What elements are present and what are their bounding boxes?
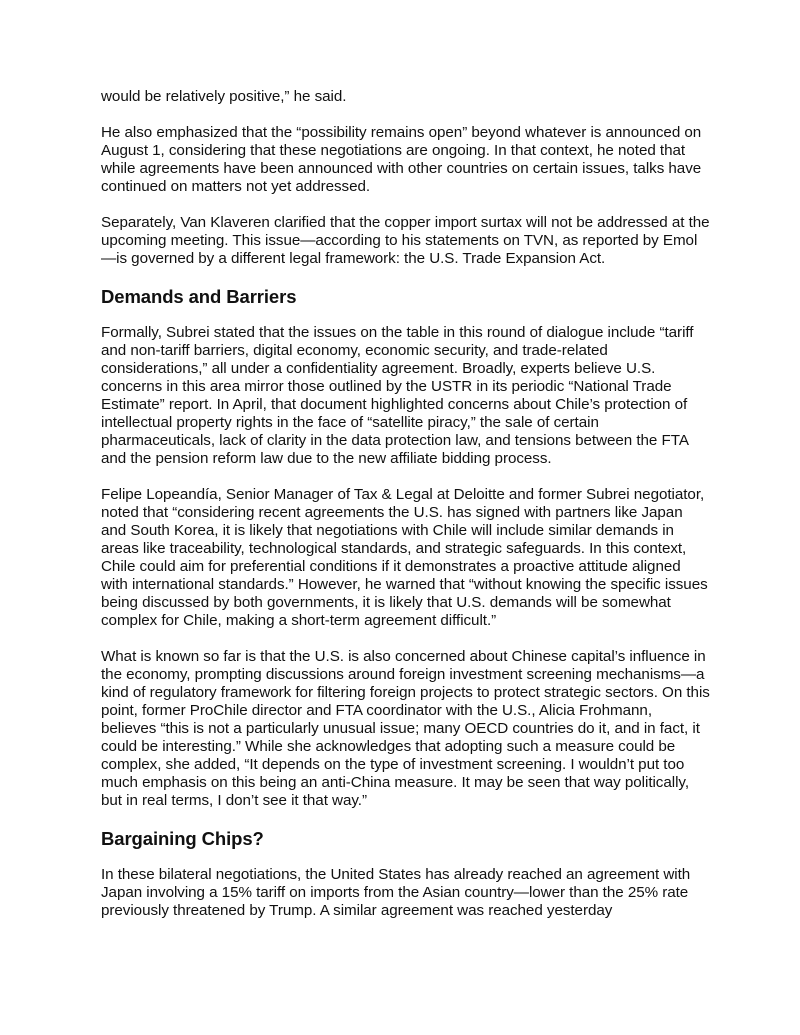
paragraph-possibility-open: He also emphasized that the “possibility remains open” beyond whatever is announced on August 1, considering that these negotiations are ongoing. In that context, he noted that while agreements have been announced with other countries on certain issues, talks have continued on matters not yet addressed. bbox=[101, 124, 702, 195]
paragraph-bilateral-negotiations: In these bilateral negotiations, the United States has already reached an agreement with Japan involving a 15% tariff on imports from the Asian country—lower than the 25% rate previously threatened by Trump. A similar agreement was reached yesterday bbox=[101, 866, 691, 919]
section-heading-demands-barriers: Demands and Barriers bbox=[101, 286, 297, 307]
paragraph-quote-conclusion: would be relatively positive,” he said. bbox=[101, 88, 347, 105]
paragraph-investment-screening: What is known so far is that the U.S. is also concerned about Chinese capital’s influence in the economy, prompting discussions around foreign investment screening mechanisms—a kind of regulatory framework for filtering foreign projects to protect strategic sectors. On this point, former ProChile director and FTA coordinator with the U.S., Alicia Frohmann, believes “this is not a particularly unusual issue; many OECD countries do it, and in fact, it could be interesting.” While she acknowledges that adopting such a measure could be complex, she added, “It depends on the type of investment screening. I wouldn’t put too much emphasis on this being an anti-China measure. It may be seen that way politically, but in real terms, I don’t see it that way.” bbox=[101, 648, 710, 809]
paragraph-subrei-issues: Formally, Subrei stated that the issues on the table in this round of dialogue include “tariff and non-tariff barriers, digital economy, economic security, and trade-related considerations,” all under a confidentiality agreement. Broadly, experts believe U.S. concerns in this area mirror those outlined by the USTR in its periodic “National Trade Estimate” report. In April, that document highlighted concerns about Chile’s protection of intellectual property rights in the face of “satellite piracy,” the sale of certain pharmaceuticals, lack of clarity in the data protection law, and tensions between the FTA and the pension reform law due to the new affiliate bidding process. bbox=[101, 324, 694, 467]
section-heading-bargaining-chips: Bargaining Chips? bbox=[101, 828, 264, 849]
paragraph-lopeandia: Felipe Lopeandía, Senior Manager of Tax & Legal at Deloitte and former Subrei negotiator, noted that “considering recent agreements the U.S. has signed with partners like Japan and South Korea, it is likely that negotiations with Chile will include similar demands in areas like traceability, technological standards, and strategic safeguards. In this context, Chile could aim for preferential conditions if it demonstrates a proactive attitude aligned with international standards.” However, he warned that “without knowing the specific issues being discussed by both governments, it is likely that U.S. demands will be somewhat complex for Chile, making a short-term agreement difficult.” bbox=[101, 486, 708, 629]
document-page bbox=[101, 88, 711, 938]
paragraph-copper-surtax: Separately, Van Klaveren clarified that the copper import surtax will not be addressed at the upcoming meeting. This issue—according to his statements on TVN, as reported by Emol—is governed by a different legal framework: the U.S. Trade Expansion Act. bbox=[101, 214, 710, 267]
